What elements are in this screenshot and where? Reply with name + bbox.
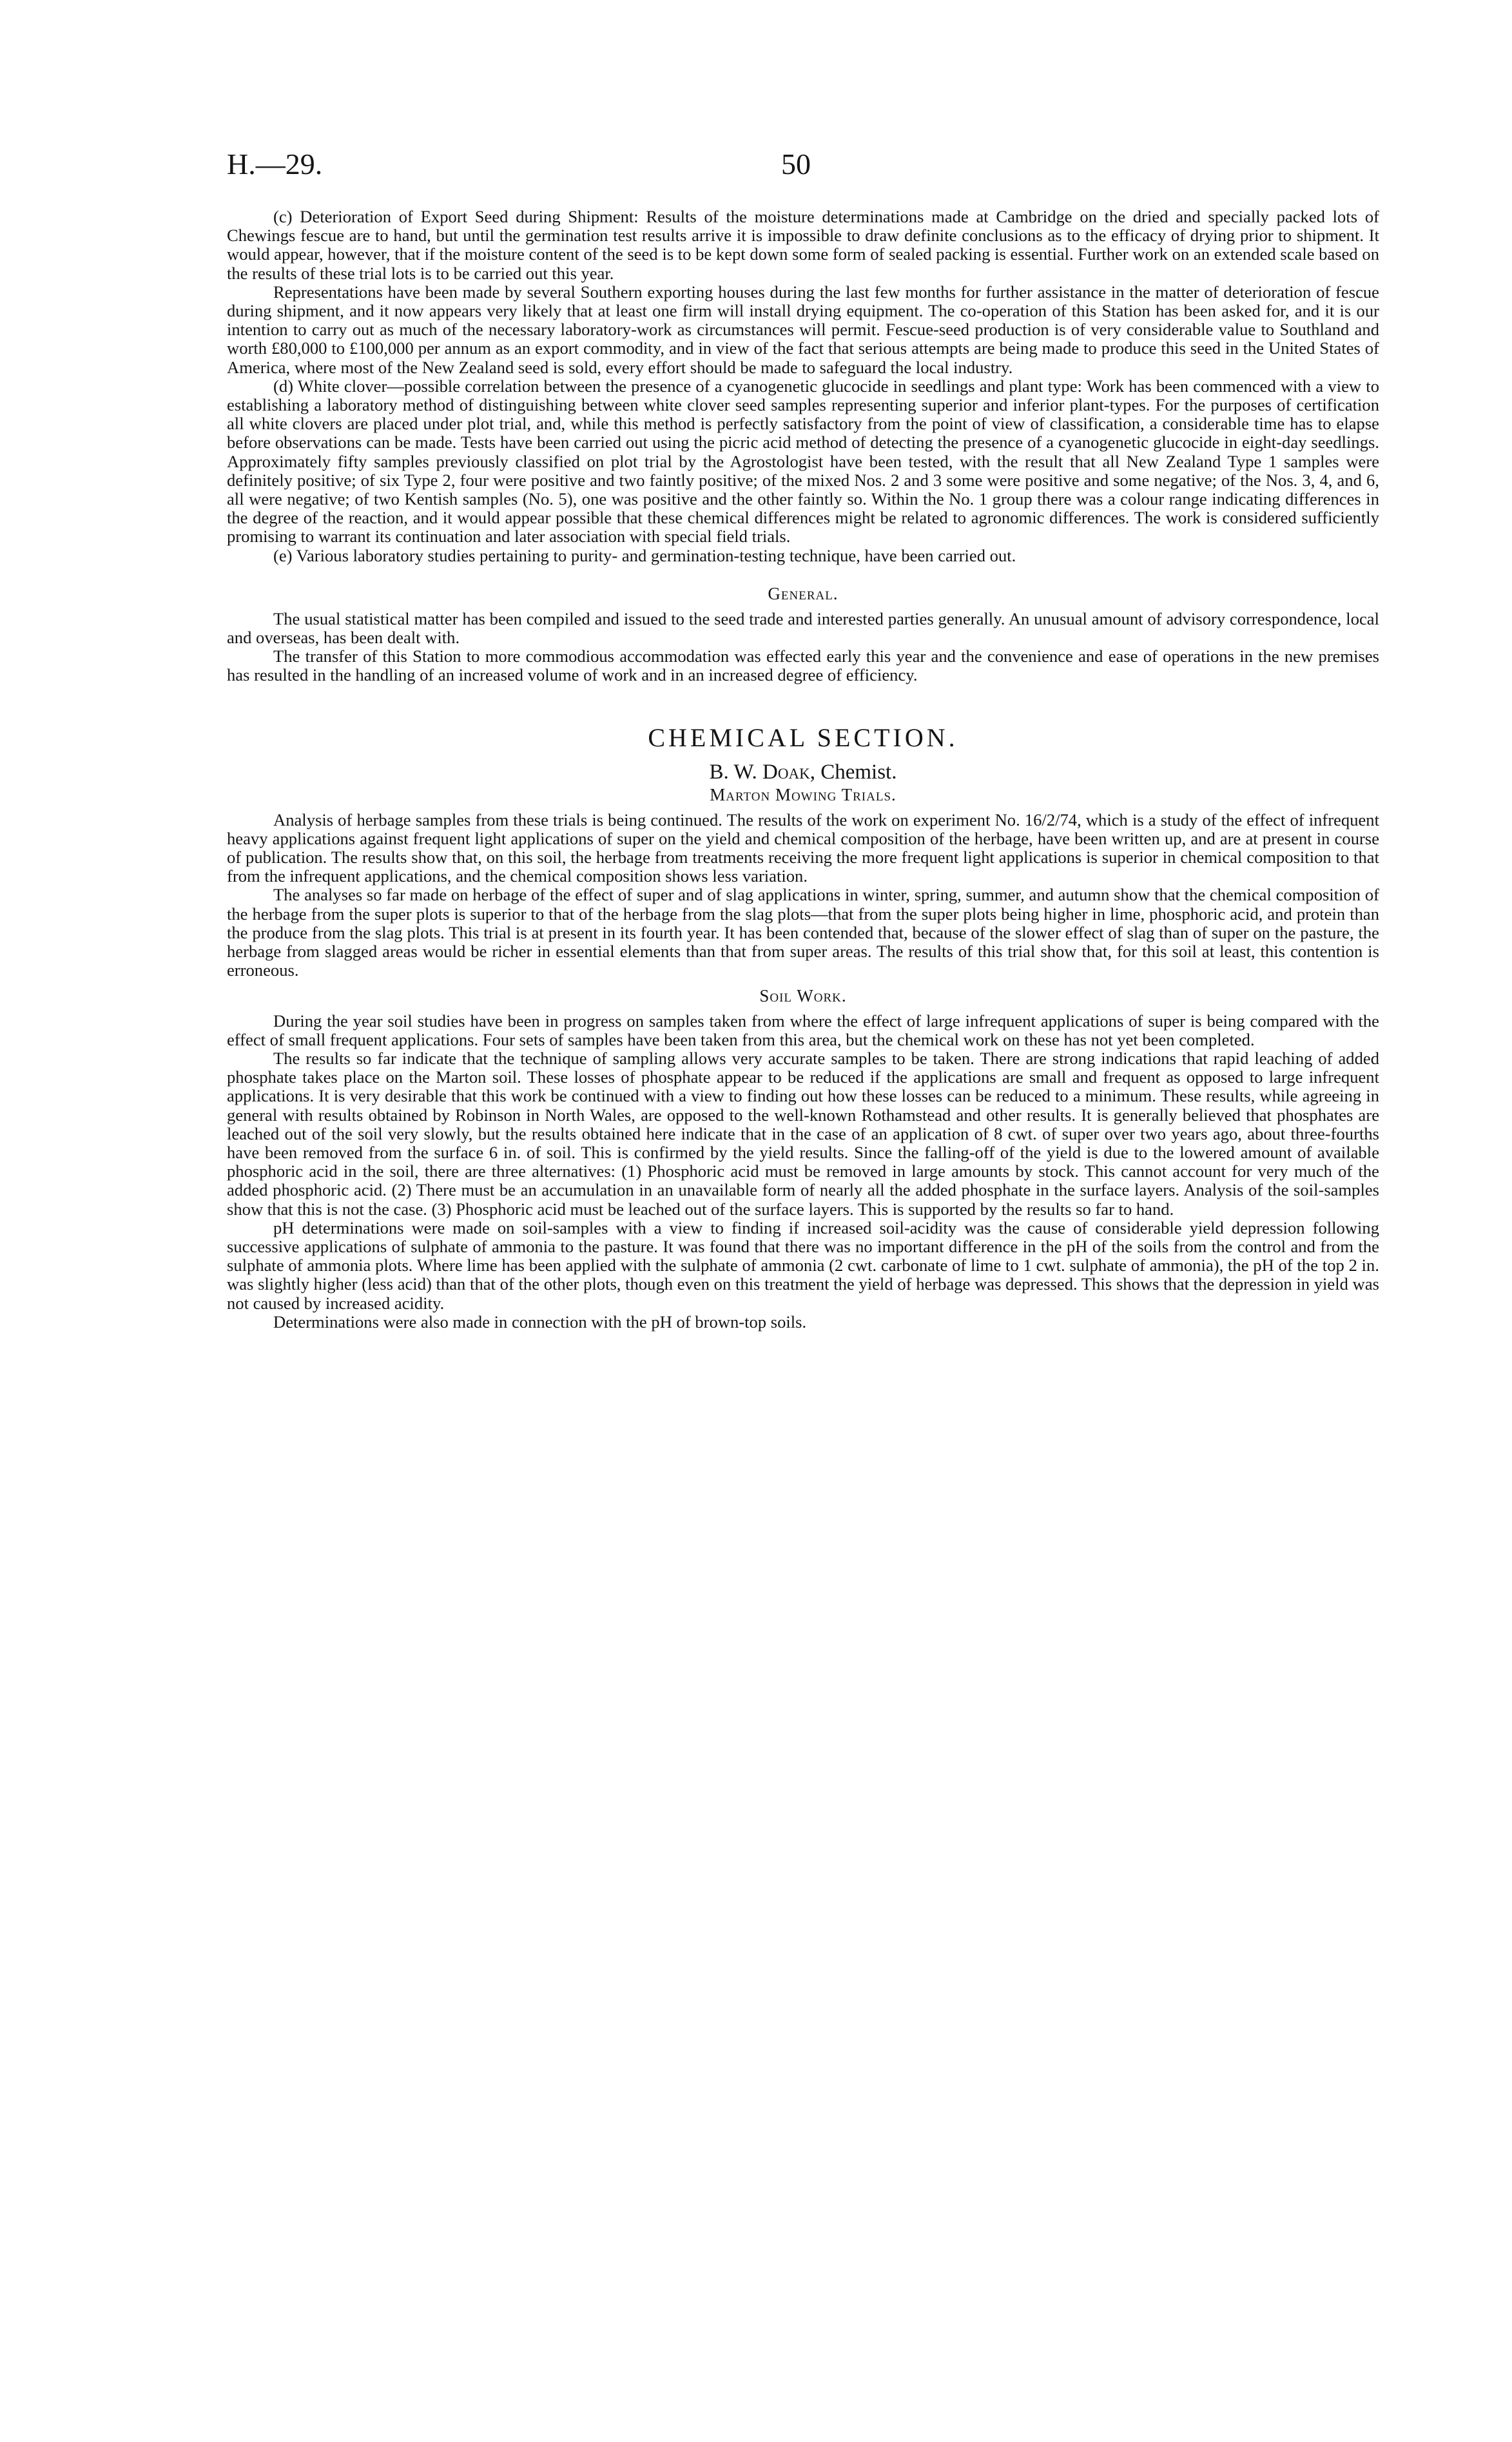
author-role: , Chemist. xyxy=(809,760,897,784)
body-text xyxy=(227,208,1379,1332)
spacer xyxy=(227,980,1379,987)
paragraph-super-slag: The analyses so far made on herbage of the effect of super and of slag applications in winter, spring, summer, and autumn show that the chemical composition of the herbage from the super plots is superior to that of the herbage from the slag plots—that from the super plots being higher in lime, phosphoric acid, and protein than the produce from the slag plots. This trial is at present in its fourth year. It has been contended that, because of the slower effect of slag than of super on the pasture, the herbage from slagged areas would be richer in essential elements than that from super areas. The results of this trial show that, for this soil at least, this contention is erroneous. xyxy=(227,885,1379,980)
section-title-chemical: CHEMICAL SECTION. xyxy=(648,722,958,752)
paragraph-deterioration-export-seed: (c) Deterioration of Export Seed during Shipment: Results of the moisture determinations made at Cambridge on the dried and specially packed lots of Chewings fescue are to hand, but until the germination test results arrive it is impossible to draw definite conclusions as to the efficacy of drying prior to shipment. It would appear, however, that if the moisture content of the seed is to be kept down some form of sealed packing is essential. Further work on an extended scale based on the results of these trial lots is to be carried out this year. xyxy=(227,207,1379,283)
spacer xyxy=(227,1005,1379,1012)
page-number: 50 xyxy=(781,148,811,180)
page-header xyxy=(227,147,1392,186)
paragraph-statistical-matter: The usual statistical matter has been compiled and issued to the seed trade and interested parties generally. An unusual amount of advisory correspondence, local and overseas, has been dealt with. xyxy=(227,608,1379,648)
paragraph-laboratory-studies: (e) Various laboratory studies pertaining to purity- and germination-testing technique, have been carried out. xyxy=(273,545,1016,565)
spacer xyxy=(227,685,1379,722)
heading-general: General. xyxy=(768,583,838,603)
paragraph-white-clover: (d) White clover—possible correlation between the presence of a cyanogenetic glucocide in seedlings and plant type: Work has been commenced with a view to establishing a laboratory method of distinguishing between white clover seed samples representing superior and inferior plant-types. For the purposes of certification all white clovers are placed under plot trial, and, while this method is perfectly satisfactory from the point of view of classification, a considerable time has to elapse before observations can be made. Tests have been carried out using the picric acid method of detecting the presence of a cyanogenetic glucocide in eight-day seedlings. Approximately fifty samples previously classified on plot trial by the Agrostologist have been tested, with the result that all New Zealand Type 1 samples were definitely positive; of six Type 2, four were positive and two faintly positive; of the mixed Nos. 2 and 3 some were positive and some negative; of the Nos. 3, 4, and 6, all were negative; of two Kentish samples (No. 5), one was positive and the other faintly so. Within the No. 1 group there was a colour range indicating differences in the degree of the reaction, and it would appear possible that these chemical differences might be related to agronomic differences. The work is considered sufficiently promising to warrant its continuation and later association with special field trials. xyxy=(227,376,1379,547)
parliamentary-paper-reference: H.—29. xyxy=(227,148,323,180)
author-name: B. W. Doak xyxy=(709,760,810,784)
paragraph-brown-top-soils: Determinations were also made in connection with the pH of brown-top soils. xyxy=(273,1312,807,1332)
paragraph-station-transfer: The transfer of this Station to more commodious accommodation was effected early this year and the convenience and ease of operations in the new premises has resulted in the handling of an increased volume of work and in an increased degree of efficiency. xyxy=(227,646,1379,685)
section-author xyxy=(227,759,1379,786)
paragraph-representations: Representations have been made by several Southern exporting houses during the last few months for further assistance in the matter of deterioration of fescue during shipment, and it now appears very likely that at least one firm will install drying equipment. The co-operation of this Station has been asked for, and it is our intention to carry out as much of the necessary laboratory-work as circumstances will permit. Fescue-seed production is of very considerable value to Southland and worth £80,000 to £100,000 per annum as an export commodity, and in view of the fact that serious attempts are being made to produce this seed in the United States of America, where most of the New Zealand seed is sold, every effort should be made to safeguard the local industry. xyxy=(227,282,1379,377)
paragraph-phosphate-leaching: The results so far indicate that the technique of sampling allows very accurate samples to be taken. There are strong indications that rapid leaching of added phosphate takes place on the Marton soil. These losses of phosphate appear to be reduced if the applications are small and frequent as opposed to large infrequent applications. It is very desirable that this work be continued with a view to finding out how these losses can be reduced to a minimum. These results, while agreeing in general with results obtained by Robinson in North Wales, are opposed to the well-known Rothamstead and other results. It is generally believed that phosphates are leached out of the soil very slowly, but the results obtained here indicate that in the case of an application of 8 cwt. of super over two years ago, about three-fourths have been removed from the surface 6 in. of soil. This is confirmed by the yield results. Since the falling-off of the yield is due to the lowered amount of available phosphoric acid in the soil, there are three alternatives: (1) Phosphoric acid must be removed in large amounts by stock. This cannot account for very much of the added phosphoric acid. (2) There must be an accumulation in an unavailable form of nearly all the added phosphate in the surface layers. Analysis of the soil-samples show that this is not the case. (3) Phosphoric acid must be leached out of the surface layers. This is supported by the results so far to hand. xyxy=(227,1048,1379,1219)
spacer xyxy=(227,565,1379,585)
paragraph-ph-determinations: pH determinations were made on soil-samples with a view to finding if increased soil-acidity was the cause of considerable yield depression following successive applications of sulphate of ammonia to the pasture. It was found that there was no important difference in the pH of the soils from the control and from the sulphate of ammonia plots. Where lime has been applied with the sulphate of ammonia (2 cwt. carbonate of lime to 1 cwt. sulphate of ammonia), the pH of the top 2 in. was slightly higher (less acid) than that of the other plots, though even on this treatment the yield of herbage was depressed. This shows that the depression in yield was not caused by increased acidity. xyxy=(227,1217,1379,1313)
heading-soil-work: Soil Work. xyxy=(759,985,847,1005)
paragraph-soil-studies: During the year soil studies have been in progress on samples taken from where the effect of large infrequent applications of super is being compared with the effect of small frequent applications. Four sets of samples have been taken from this area, but the chemical work on these has not yet been completed. xyxy=(227,1011,1379,1049)
paragraph-herbage-analysis: Analysis of herbage samples from these trials is being continued. The results of the work on experiment No. 16/2/74, which is a study of the effect of infrequent heavy applications against frequent light applications of super on the yield and chemical composition of the herbage, have been written up, and are at present in course of publication. The results show that, on this soil, the herbage from treatments receiving the more frequent light applications is superior in chemical composition to that from the infrequent applications, and the chemical composition shows less variation. xyxy=(227,809,1379,886)
heading-marton-mowing-trials: Marton Mowing Trials. xyxy=(710,784,897,804)
